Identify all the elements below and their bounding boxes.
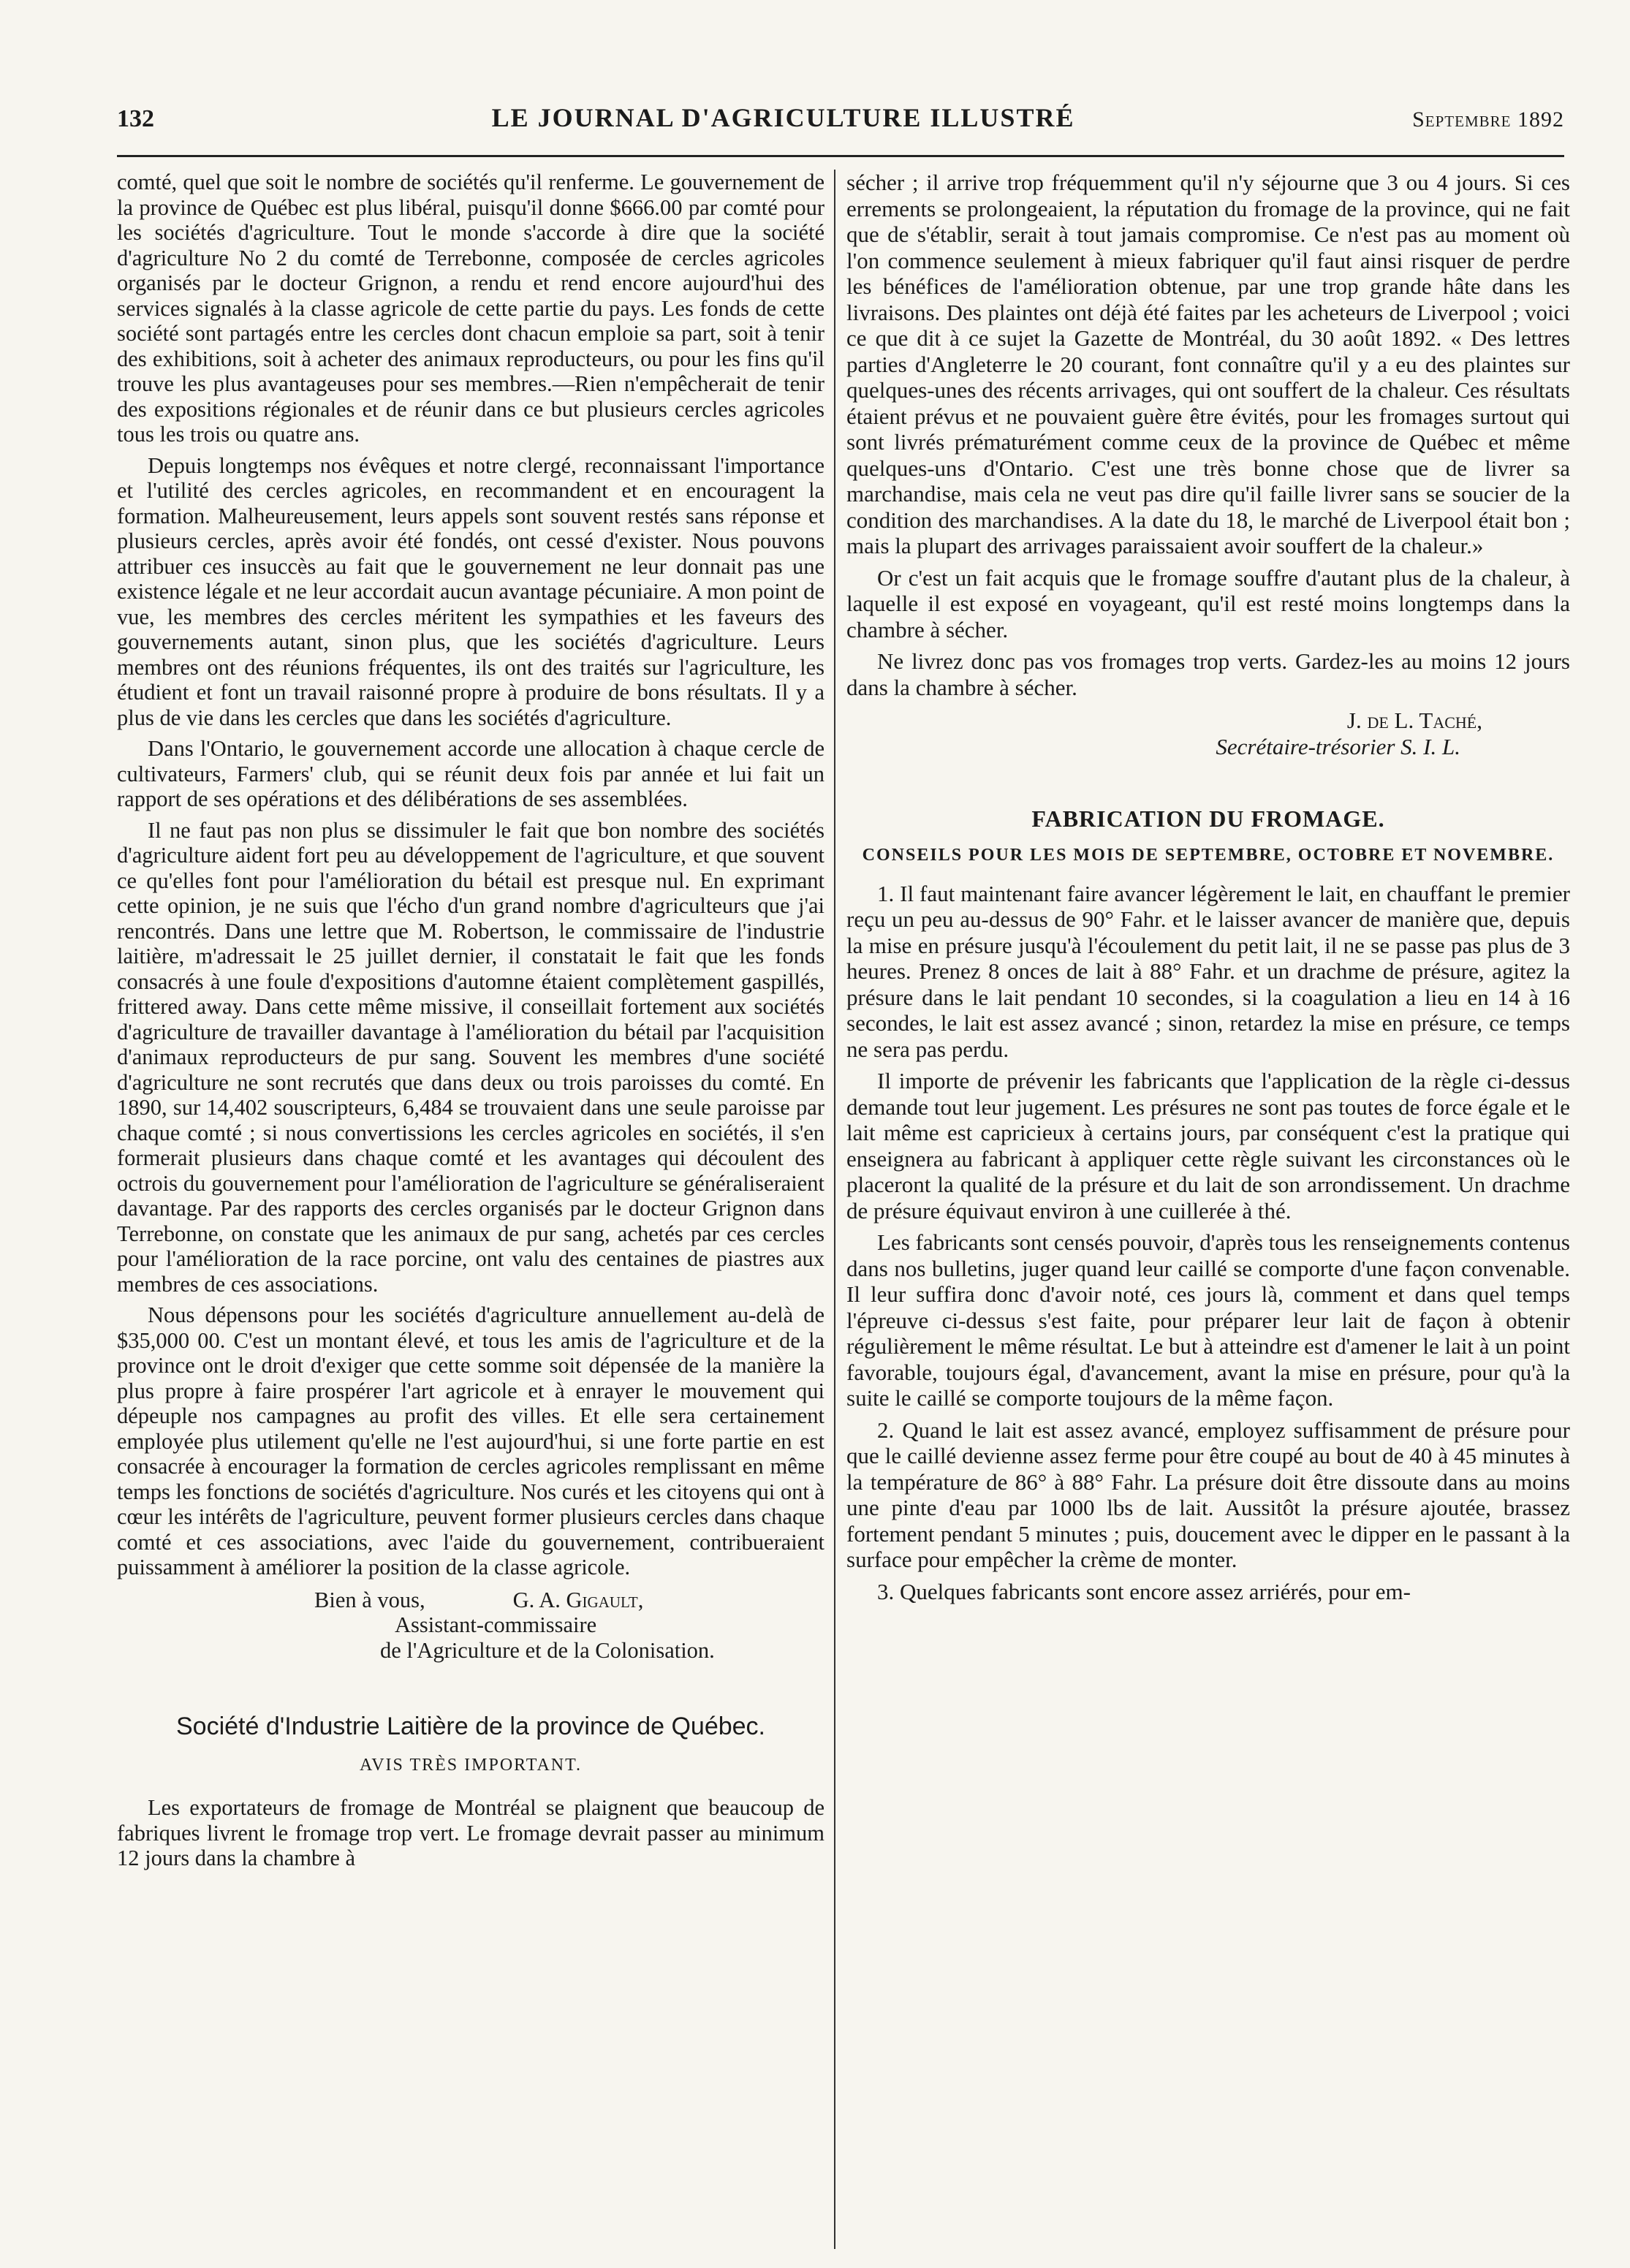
signature-name: G. A. Gigault, [512, 1587, 644, 1612]
left-paragraph-5: Nous dépensons pour les sociétés d'agriculture annuellement au-delà de $35,000 00. C'est un montant élevé, et tous les amis de l'agriculture et de la province ont le droit d'exiger que cette somme soit dépensée de la manière la plus propre à faire prospérer l'art agricole et à enrayer le mouvement qui dépeuple nos campagnes au profit des villes. Et elle sera certainement employée plus utilement qu'elle ne l'est aujourd'hui, si une forte partie en est consacrée à encourager la formation de cercles agricoles remplissant en même temps les fonctions de sociétés d'agriculture. Nos curés et les citoyens qui ont à cœur les intérêts de l'agriculture, peuvent former plusieurs cercles dans chaque comté et ces associations, avec l'aide du gouvernement, contribueraient puissamment à améliorer la position de la classe agricole. [117, 1302, 825, 1579]
left-column [117, 170, 825, 1877]
signature-title-1: Assistant-commissaire [395, 1612, 597, 1637]
right-paragraph-2: Or c'est un fait acquis que le fromage souffre d'autant plus de la chaleur, à laquelle il est exposé en voyageant, qu'il est resté moins longtemps dans la chambre à sécher. [846, 564, 1570, 642]
signature-tache-name: J. de L. Taché, [1346, 708, 1482, 733]
right-paragraph-3: Ne livrez donc pas vos fromages trop verts. Gardez-les au moins 12 jours dans la chambre à sécher. [846, 648, 1570, 700]
section-title-societe: Société d'Industrie Laitière de la province de Québec. [176, 1713, 765, 1740]
gigault-signature [117, 1588, 825, 1664]
avis-paragraph: Les exportateurs de fromage de Montréal se plaignent que beaucoup de fabriques livrent le fromage trop vert. Le fromage devrait passer au minimum 12 jours dans la chambre à [117, 1795, 825, 1870]
section-subtitle-avis: AVIS TRÈS IMPORTANT. [359, 1755, 582, 1775]
section-title-fabrication: FABRICATION DU FROMAGE. [1031, 805, 1385, 832]
fabrication-paragraph-5: 3. Quelques fabricants sont encore assez arriérés, pour em- [877, 1578, 1411, 1604]
left-paragraph-3: Dans l'Ontario, le gouvernement accorde une allocation à chaque cercle de cultivateurs, Farmers' club, qui se réunit deux fois par année et lui fait un rapport de ses opérations et des délibérations de ses assemblées. [117, 736, 825, 811]
fabrication-paragraph-4: 2. Quand le lait est assez avancé, employez suffisamment de présure pour que le caillé devienne assez ferme pour être coupé au bout de 40 à 45 minutes à la température de 86° à 88° Fahr. La présure doit être dissoute dans au moins une pinte d'eau par 1000 lbs de lait. Aussitôt la présure ajoutée, brassez fortement pendant 5 minutes ; puis, doucement avec le dipper en le passant à la surface pour empêcher la crème de monter. [846, 1416, 1570, 1572]
left-paragraph-1: comté, quel que soit le nombre de sociétés qu'il renferme. Le gouvernement de la province de Québec est plus libéral, puisqu'il donne $666.00 par comté pour les sociétés d'agriculture. Tout le monde s'accorde à dire que la société d'agriculture No 2 du comté de Terrebonne, composée de cercles agricoles organisés par le docteur Grignon, a rendu et rend encore aujourd'hui des services signalés à la classe agricole de cette partie du pays. Les fonds de cette société sont partagés entre les cercles dont chacun emploie sa part, soit à tenir des exhibitions, soit à acheter des animaux reproducteurs, ou pour les fins qu'il trouve les plus avantageuses pour ses membres.—Rien n'empêcherait de tenir des expositions régionales et de réunir dans ce but plusieurs cercles agricoles tous les trois ou quatre ans. [117, 170, 825, 447]
issue-date: Septembre 1892 [1412, 107, 1564, 132]
tache-signature [846, 708, 1570, 759]
right-paragraph-1: sécher ; il arrive trop fréquemment qu'il n'y séjourne que 3 ou 4 jours. Si ces errements se prolongeaient, la réputation du fromage de la province, qui ne fait que de s'établir, serait à tout jamais compromise. Ce n'est pas au moment où l'on commence seulement à mieux fabriquer qu'il faut ainsi risquer de perdre les bénéfices de l'amélioration obtenue, par une trop grande hâte dans les livraisons. Des plaintes ont déjà été faites par les acheteurs de Liverpool ; voici ce que dit à ce sujet la Gazette de Montréal, du 30 août 1892. « Des lettres parties d'Angleterre le 20 courant, font connaître qu'il y a eu des plaintes sur quelques-unes des récents arrivages, qui ont souffert de la chaleur. Ces résultats étaient prévus et ne pouvaient guère être évités, pour les fromages surtout qui sont livrés prématurément comme ceux de la province de Québec et même quelques-uns d'Ontario. C'est une très bonne chose que de livrer sa marchandise, mais cela ne veut pas dire qu'il faille livrer sans se soucier de la condition des marchandises. A la date du 18, le marché de Liverpool était bon ; mais la plupart des arrivages paraissaient avoir souffert de la chaleur.» [846, 170, 1570, 558]
left-paragraph-4: Il ne faut pas non plus se dissimuler le fait que bon nombre des sociétés d'agriculture aident fort peu au développement de l'agriculture, et que souvent ce qu'elles font pour l'amélioration du bétail est presque nul. En exprimant cette opinion, je ne suis que l'écho d'un grand nombre d'agriculteurs que j'ai rencontrés. Dans une lettre que M. Robertson, le commissaire de l'industrie laitière, m'adressait le 25 juillet dernier, il constatait le fait que les fonds consacrés à une foule d'expositions d'automne étaient complètement gaspillés, frittered away. Dans cette même missive, il conseillait fortement aux sociétés d'agriculture de travailler davantage à l'amélioration du bétail par l'acquisition d'animaux reproducteurs de pur sang. Souvent les membres d'une société d'agriculture ne sont recrutés que dans deux ou trois paroisses du comté. En 1890, sur 14,402 souscripteurs, 6,484 se trouvaient dans une seule paroisse par chaque comté ; si nous convertissions les cercles agricoles en sociétés, il s'en formerait plusieurs dans chaque comté et les avantages qui découlent des octrois du gouvernement pour l'amélioration de l'agriculture se généraliseraient davantage. Par des rapports des cercles organisés par le docteur Grignon dans Terrebonne, on constate que les animaux de pur sang, achetés par ces cercles pour l'amélioration de la race porcine, ont valu des centaines de piastres aux membres de ces associations. [117, 817, 825, 1297]
signature-title-2: de l'Agriculture et de la Colonisation. [380, 1637, 715, 1663]
right-column [846, 170, 1570, 1610]
fabrication-paragraph-3: Les fabricants sont censés pouvoir, d'après tous les renseignements contenus dans nos bulletins, juger quand leur caillé se comporte d'une façon convenable. Il leur suffira donc d'avoir noté, ces jours là, comment et dans quel temps l'épreuve ci-dessus s'est faite, pour préparer leur lait de façon à obtenir régulièrement le même résultat. Le but à atteindre est d'amener le lait à un point favorable, toujours égal, d'avancement, avant la mise en présure, pour qu'à la suite le caillé se comporte toujours de la même façon. [846, 1229, 1570, 1411]
signature-tache-title: Secrétaire-trésorier S. I. L. [1216, 733, 1460, 759]
column-divider [834, 170, 835, 2249]
page-number: 132 [117, 105, 154, 132]
page-header [117, 102, 1564, 139]
left-paragraph-2: Depuis longtemps nos évêques et notre clergé, reconnaissant l'importance et l'utilité des cercles agricoles, en recommandent et en encouragent la formation. Malheureusement, leurs appels sont souvent restés sans réponse et plusieurs cercles, après avoir été fondés, ont cessé d'exister. Nous pouvons attribuer ces insuccès au fait que le gouvernement ne leur donnait pas une existence légale et ne leur accordait aucun avantage pécuniaire. A mon point de vue, les membres des cercles méritent les sympathies et les faveurs des gouvernements autant, sinon plus, que les sociétés d'agriculture. Leurs membres ont des réunions fréquentes, ils ont des traités sur l'agriculture, les étudient et font un travail raisonné propre à produire de bons résultats. Il y a plus de vie dans les cercles que dans les sociétés d'agriculture. [117, 452, 825, 730]
fabrication-paragraph-1: 1. Il faut maintenant faire avancer légèrement le lait, en chauffant le premier reçu un peu au-dessus de 90° Fahr. et le laisser avancer de manière que, depuis la mise en présure jusqu'à l'écoulement du petit lait, il ne se passe pas plus de 3 heures. Prenez 8 onces de lait à 88° Fahr. et un drachme de présure, agitez la présure dans le lait pendant 10 secondes, si la coagulation a lieu en 14 à 16 secondes, le lait est assez avancé ; sinon, retardez la mise en présure, ce temps ne sera pas perdu. [846, 880, 1570, 1062]
signature-closing: Bien à vous, [314, 1587, 425, 1612]
header-rule [117, 155, 1564, 157]
journal-title: LE JOURNAL D'AGRICULTURE ILLUSTRÉ [491, 103, 1075, 132]
fabrication-paragraph-2: Il importe de prévenir les fabricants que l'application de la règle ci-dessus demande tout leur jugement. Les présures ne sont pas toutes de force égale et le lait même est capricieux à certains jours, par conséquent c'est la pratique qui enseignera au fabricant à appliquer cette règle suivant les circonstances où le placeront la qualité de la présure et du lait de son arrondissement. Un drachme de présure équivaut environ à une cuillerée à thé. [846, 1068, 1570, 1224]
signature-closing-line [117, 1588, 825, 1613]
section-subtitle-conseils: CONSEILS POUR LES MOIS DE SEPTEMBRE, OCTOBRE ET NOVEMBRE. [862, 845, 1555, 865]
